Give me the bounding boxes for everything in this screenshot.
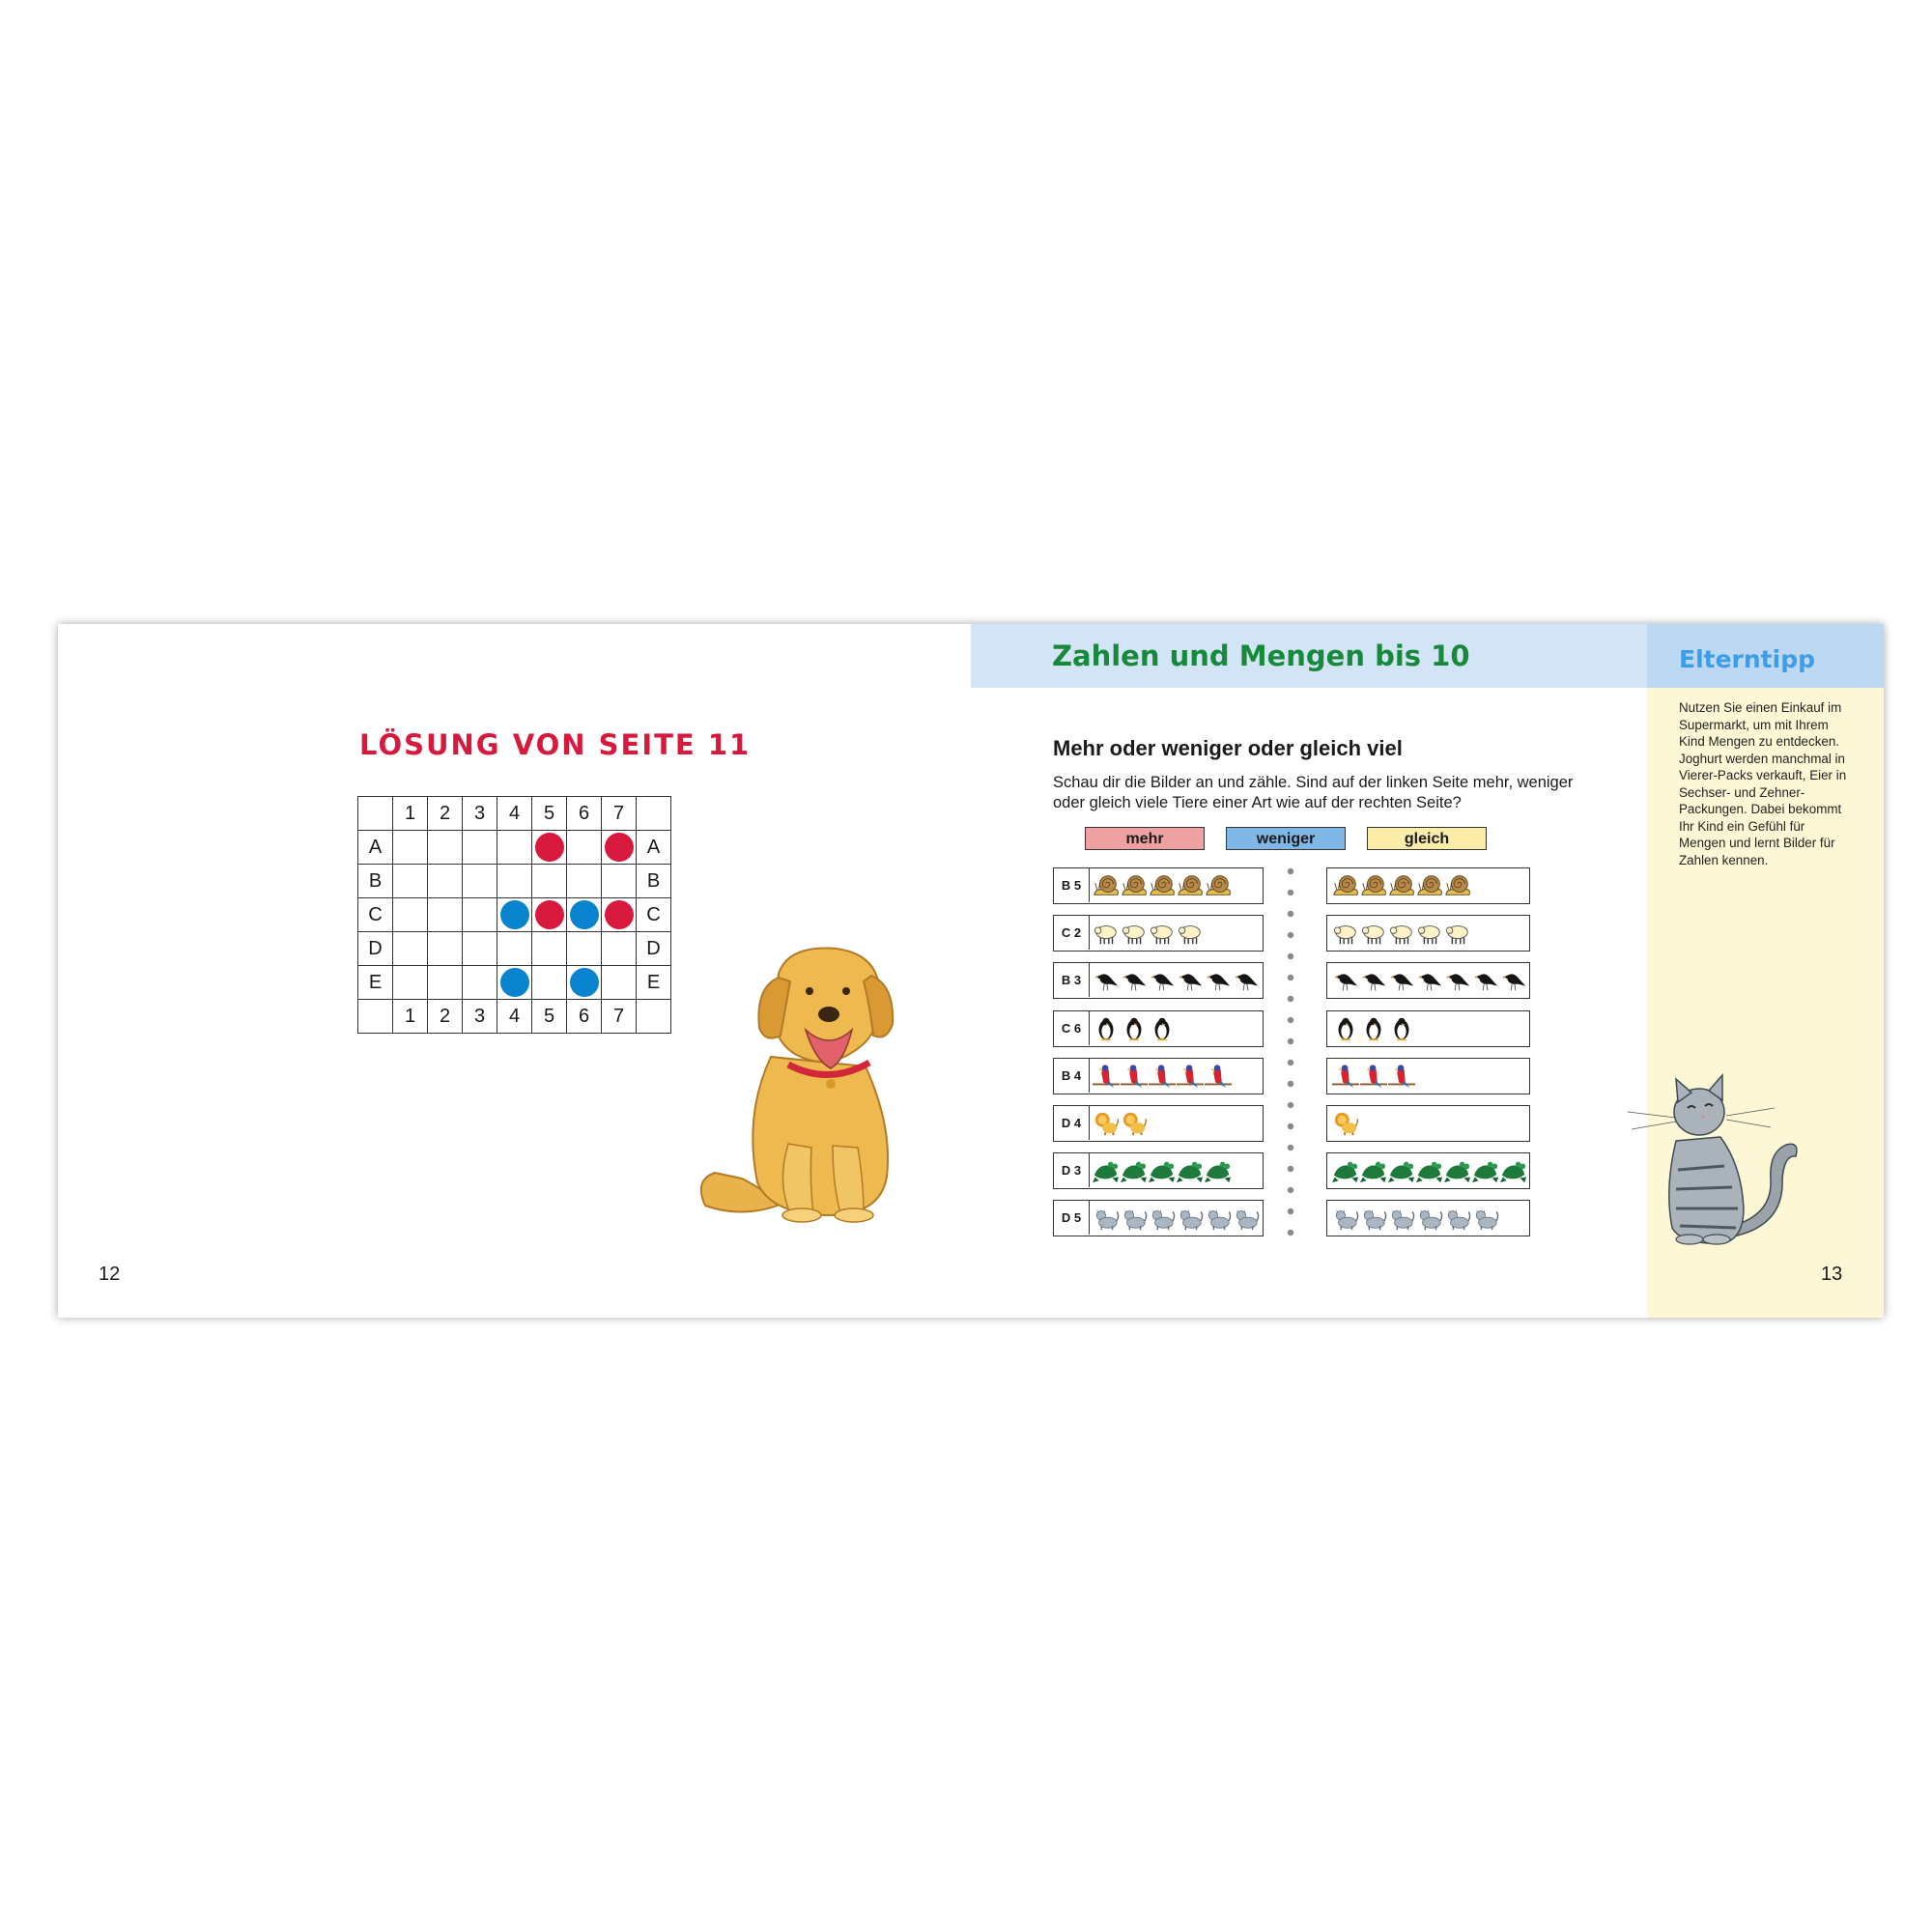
animal-group (1093, 920, 1204, 947)
solution-grid (357, 796, 671, 1034)
grid-row (358, 932, 671, 966)
blue-dot (570, 900, 599, 929)
grid-cell (428, 966, 463, 1000)
frog-icon (1444, 1157, 1471, 1184)
crow-icon (1388, 967, 1415, 994)
crow-icon (1233, 967, 1260, 994)
sheep-icon (1388, 920, 1415, 947)
grid-cell (532, 831, 567, 865)
dotted-divider (1287, 867, 1294, 1244)
grid-code: B 3 (1054, 963, 1090, 997)
grid-cell (393, 898, 428, 932)
cat-icon (1388, 1205, 1415, 1232)
crow-icon (1444, 967, 1471, 994)
row-label: E (637, 966, 671, 1000)
right-animal-box (1326, 867, 1530, 904)
penguin-icon (1360, 1015, 1387, 1042)
grid-code: B 5 (1054, 868, 1090, 902)
cat-icon (1149, 1205, 1176, 1232)
right-animal-box (1326, 1010, 1530, 1047)
row-label: C (637, 898, 671, 932)
frog-icon (1360, 1157, 1387, 1184)
cat-icon (1360, 1205, 1387, 1232)
grid-cell (602, 932, 637, 966)
red-dot (605, 900, 634, 929)
crow-icon (1177, 967, 1204, 994)
sheep-icon (1332, 920, 1359, 947)
cat-icon (1177, 1205, 1204, 1232)
book-spread (58, 624, 1884, 1318)
grid-cell (602, 865, 637, 898)
cat-icon (1416, 1205, 1443, 1232)
grid-cell (428, 831, 463, 865)
grid-cell (393, 865, 428, 898)
lion-icon (1093, 1110, 1120, 1137)
grid-code: C 6 (1054, 1011, 1090, 1045)
left-animal-box (1053, 1010, 1264, 1047)
tip-text: Nutzen Sie einen Einkauf im Supermarkt, um mit Ihrem Kind Mengen zu entdecken. Joghurt werden manchmal in Vierer-Packs verkauft, Eier in Sechser- und Zehner-Packungen. Dabei bekommt Ihr Kind ein Gefühl für Mengen und lernt Bilder für Zahlen kennen. (1679, 700, 1847, 867)
animal-group (1332, 1015, 1415, 1042)
animal-group (1093, 872, 1232, 899)
parrot-icon (1388, 1063, 1415, 1090)
answer-key-weniger: weniger (1226, 827, 1346, 850)
grid-corner (637, 797, 671, 831)
crow-icon (1093, 967, 1120, 994)
page-number: 13 (1821, 1264, 1843, 1285)
row-label: D (358, 932, 393, 966)
grid-code: B 4 (1054, 1059, 1090, 1093)
animal-group (1093, 967, 1260, 994)
grid-cell (602, 898, 637, 932)
sheep-icon (1444, 920, 1471, 947)
grid-corner (358, 1000, 393, 1034)
instructions: Schau dir die Bilder an und zähle. Sind auf der linken Seite mehr, weniger oder gleich viele Tiere einer Art wie auf der rechten Seite? (1053, 774, 1574, 811)
dog-illustration (688, 943, 929, 1223)
right-animal-box (1326, 962, 1530, 999)
column-label: 1 (393, 797, 428, 831)
left-animal-box (1053, 962, 1264, 999)
cat-icon (1205, 1205, 1232, 1232)
sheep-icon (1093, 920, 1120, 947)
red-dot (535, 833, 564, 862)
grid-cell (463, 831, 497, 865)
blue-dot (570, 968, 599, 997)
grid-cell (393, 932, 428, 966)
tip-header (1647, 624, 1884, 688)
grid-cell (428, 932, 463, 966)
row-label: B (637, 865, 671, 898)
snail-icon (1444, 872, 1471, 899)
animal-group (1093, 1205, 1260, 1232)
right-animal-box (1326, 1105, 1530, 1142)
grid-cell (532, 932, 567, 966)
frog-icon (1472, 1157, 1499, 1184)
sheep-icon (1416, 920, 1443, 947)
grid-row (358, 966, 671, 1000)
parrot-icon (1177, 1063, 1204, 1090)
grid-code: D 5 (1054, 1201, 1090, 1235)
grid-cell (532, 865, 567, 898)
frog-icon (1332, 1157, 1359, 1184)
snail-icon (1416, 872, 1443, 899)
parrot-icon (1360, 1063, 1387, 1090)
snail-icon (1360, 872, 1387, 899)
parrot-icon (1205, 1063, 1232, 1090)
frog-icon (1416, 1157, 1443, 1184)
column-label: 6 (567, 797, 602, 831)
sheep-icon (1360, 920, 1387, 947)
grid-cell (602, 966, 637, 1000)
sheep-icon (1149, 920, 1176, 947)
exercise-title: Mehr oder weniger oder gleich viel (1053, 736, 1403, 760)
column-label: 3 (463, 1000, 497, 1034)
penguin-icon (1388, 1015, 1415, 1042)
column-label: 5 (532, 1000, 567, 1034)
grid-cell (428, 898, 463, 932)
left-animal-box (1053, 1200, 1264, 1236)
column-label: 2 (428, 1000, 463, 1034)
grid-cell (567, 966, 602, 1000)
snail-icon (1121, 872, 1148, 899)
left-animal-box (1053, 1152, 1264, 1189)
column-label: 6 (567, 1000, 602, 1034)
right-animal-box (1326, 1200, 1530, 1236)
frog-icon (1205, 1157, 1232, 1184)
animal-group (1332, 1205, 1499, 1232)
parrot-icon (1149, 1063, 1176, 1090)
frog-icon (1388, 1157, 1415, 1184)
frog-icon (1149, 1157, 1176, 1184)
grid-cell (393, 831, 428, 865)
grid-cell (428, 865, 463, 898)
grid-cell (463, 966, 497, 1000)
left-page (58, 624, 971, 1318)
grid-cell (497, 898, 532, 932)
sheep-icon (1177, 920, 1204, 947)
lion-icon (1332, 1110, 1359, 1137)
animal-group (1093, 1015, 1176, 1042)
frog-icon (1177, 1157, 1204, 1184)
crow-icon (1121, 967, 1148, 994)
grid-code: C 2 (1054, 916, 1090, 950)
snail-icon (1177, 872, 1204, 899)
row-label: A (358, 831, 393, 865)
parrot-icon (1121, 1063, 1148, 1090)
frog-icon (1093, 1157, 1120, 1184)
cat-icon (1332, 1205, 1359, 1232)
grid-cell (567, 831, 602, 865)
grid-cell (532, 966, 567, 1000)
column-label: 2 (428, 797, 463, 831)
row-label: D (637, 932, 671, 966)
left-animal-box (1053, 915, 1264, 952)
crow-icon (1332, 967, 1359, 994)
title-bar (971, 624, 1647, 688)
animal-group (1093, 1110, 1148, 1137)
grid-cell (497, 865, 532, 898)
animal-group (1332, 1063, 1415, 1090)
row-label: C (358, 898, 393, 932)
snail-icon (1149, 872, 1176, 899)
grid-corner (637, 1000, 671, 1034)
animal-group (1093, 1157, 1232, 1184)
grid-code: D 4 (1054, 1106, 1090, 1140)
grid-header-row (358, 797, 671, 831)
left-animal-box (1053, 1105, 1264, 1142)
grid-cell (393, 966, 428, 1000)
snail-icon (1332, 872, 1359, 899)
blue-dot (500, 968, 529, 997)
grid-cell (567, 865, 602, 898)
animal-group (1332, 1110, 1359, 1137)
crow-icon (1416, 967, 1443, 994)
column-label: 7 (602, 797, 637, 831)
penguin-icon (1332, 1015, 1359, 1042)
left-animal-box (1053, 1058, 1264, 1094)
cat-icon (1121, 1205, 1148, 1232)
grid-code: D 3 (1054, 1153, 1090, 1187)
right-page (971, 624, 1884, 1318)
cat-illustration (1608, 1073, 1802, 1247)
answer-key-mehr: mehr (1085, 827, 1205, 850)
grid-cell (497, 932, 532, 966)
row-label: A (637, 831, 671, 865)
right-animal-box (1326, 1058, 1530, 1094)
grid-cell (463, 865, 497, 898)
column-label: 7 (602, 1000, 637, 1034)
grid-header-row (358, 1000, 671, 1034)
frog-icon (1121, 1157, 1148, 1184)
frog-icon (1500, 1157, 1527, 1184)
cat-icon (1472, 1205, 1499, 1232)
snail-icon (1093, 872, 1120, 899)
grid-cell (532, 898, 567, 932)
grid-row (358, 865, 671, 898)
row-label: B (358, 865, 393, 898)
grid-cell (602, 831, 637, 865)
cat-icon (1093, 1205, 1120, 1232)
snail-icon (1205, 872, 1232, 899)
lion-icon (1121, 1110, 1148, 1137)
red-dot (535, 900, 564, 929)
cat-icon (1444, 1205, 1471, 1232)
snail-icon (1388, 872, 1415, 899)
solution-title: LÖSUNG VON SEITE 11 (359, 728, 752, 761)
page-number: 12 (99, 1264, 121, 1285)
grid-cell (567, 898, 602, 932)
grid-cell (567, 932, 602, 966)
grid-cell (497, 831, 532, 865)
penguin-icon (1149, 1015, 1176, 1042)
cat-icon (1233, 1205, 1260, 1232)
crow-icon (1149, 967, 1176, 994)
grid-cell (497, 966, 532, 1000)
column-label: 1 (393, 1000, 428, 1034)
sheep-icon (1121, 920, 1148, 947)
column-label: 4 (497, 797, 532, 831)
left-animal-box (1053, 867, 1264, 904)
section-title: Zahlen und Mengen bis 10 (1052, 639, 1470, 672)
animal-group (1332, 872, 1471, 899)
right-animal-box (1326, 915, 1530, 952)
animal-group (1332, 967, 1527, 994)
red-dot (605, 833, 634, 862)
animal-group (1093, 1063, 1232, 1090)
grid-cell (463, 898, 497, 932)
row-label: E (358, 966, 393, 1000)
grid-row (358, 831, 671, 865)
column-label: 5 (532, 797, 567, 831)
animal-group (1332, 920, 1471, 947)
grid-corner (358, 797, 393, 831)
column-label: 3 (463, 797, 497, 831)
column-label: 4 (497, 1000, 532, 1034)
crow-icon (1205, 967, 1232, 994)
animal-group (1332, 1157, 1527, 1184)
right-animal-box (1326, 1152, 1530, 1189)
grid-row (358, 898, 671, 932)
grid-cell (463, 932, 497, 966)
penguin-icon (1121, 1015, 1148, 1042)
penguin-icon (1093, 1015, 1120, 1042)
crow-icon (1500, 967, 1527, 994)
crow-icon (1472, 967, 1499, 994)
parrot-icon (1093, 1063, 1120, 1090)
blue-dot (500, 900, 529, 929)
answer-key-gleich: gleich (1367, 827, 1487, 850)
crow-icon (1360, 967, 1387, 994)
parrot-icon (1332, 1063, 1359, 1090)
tip-title: Elterntipp (1679, 645, 1815, 673)
